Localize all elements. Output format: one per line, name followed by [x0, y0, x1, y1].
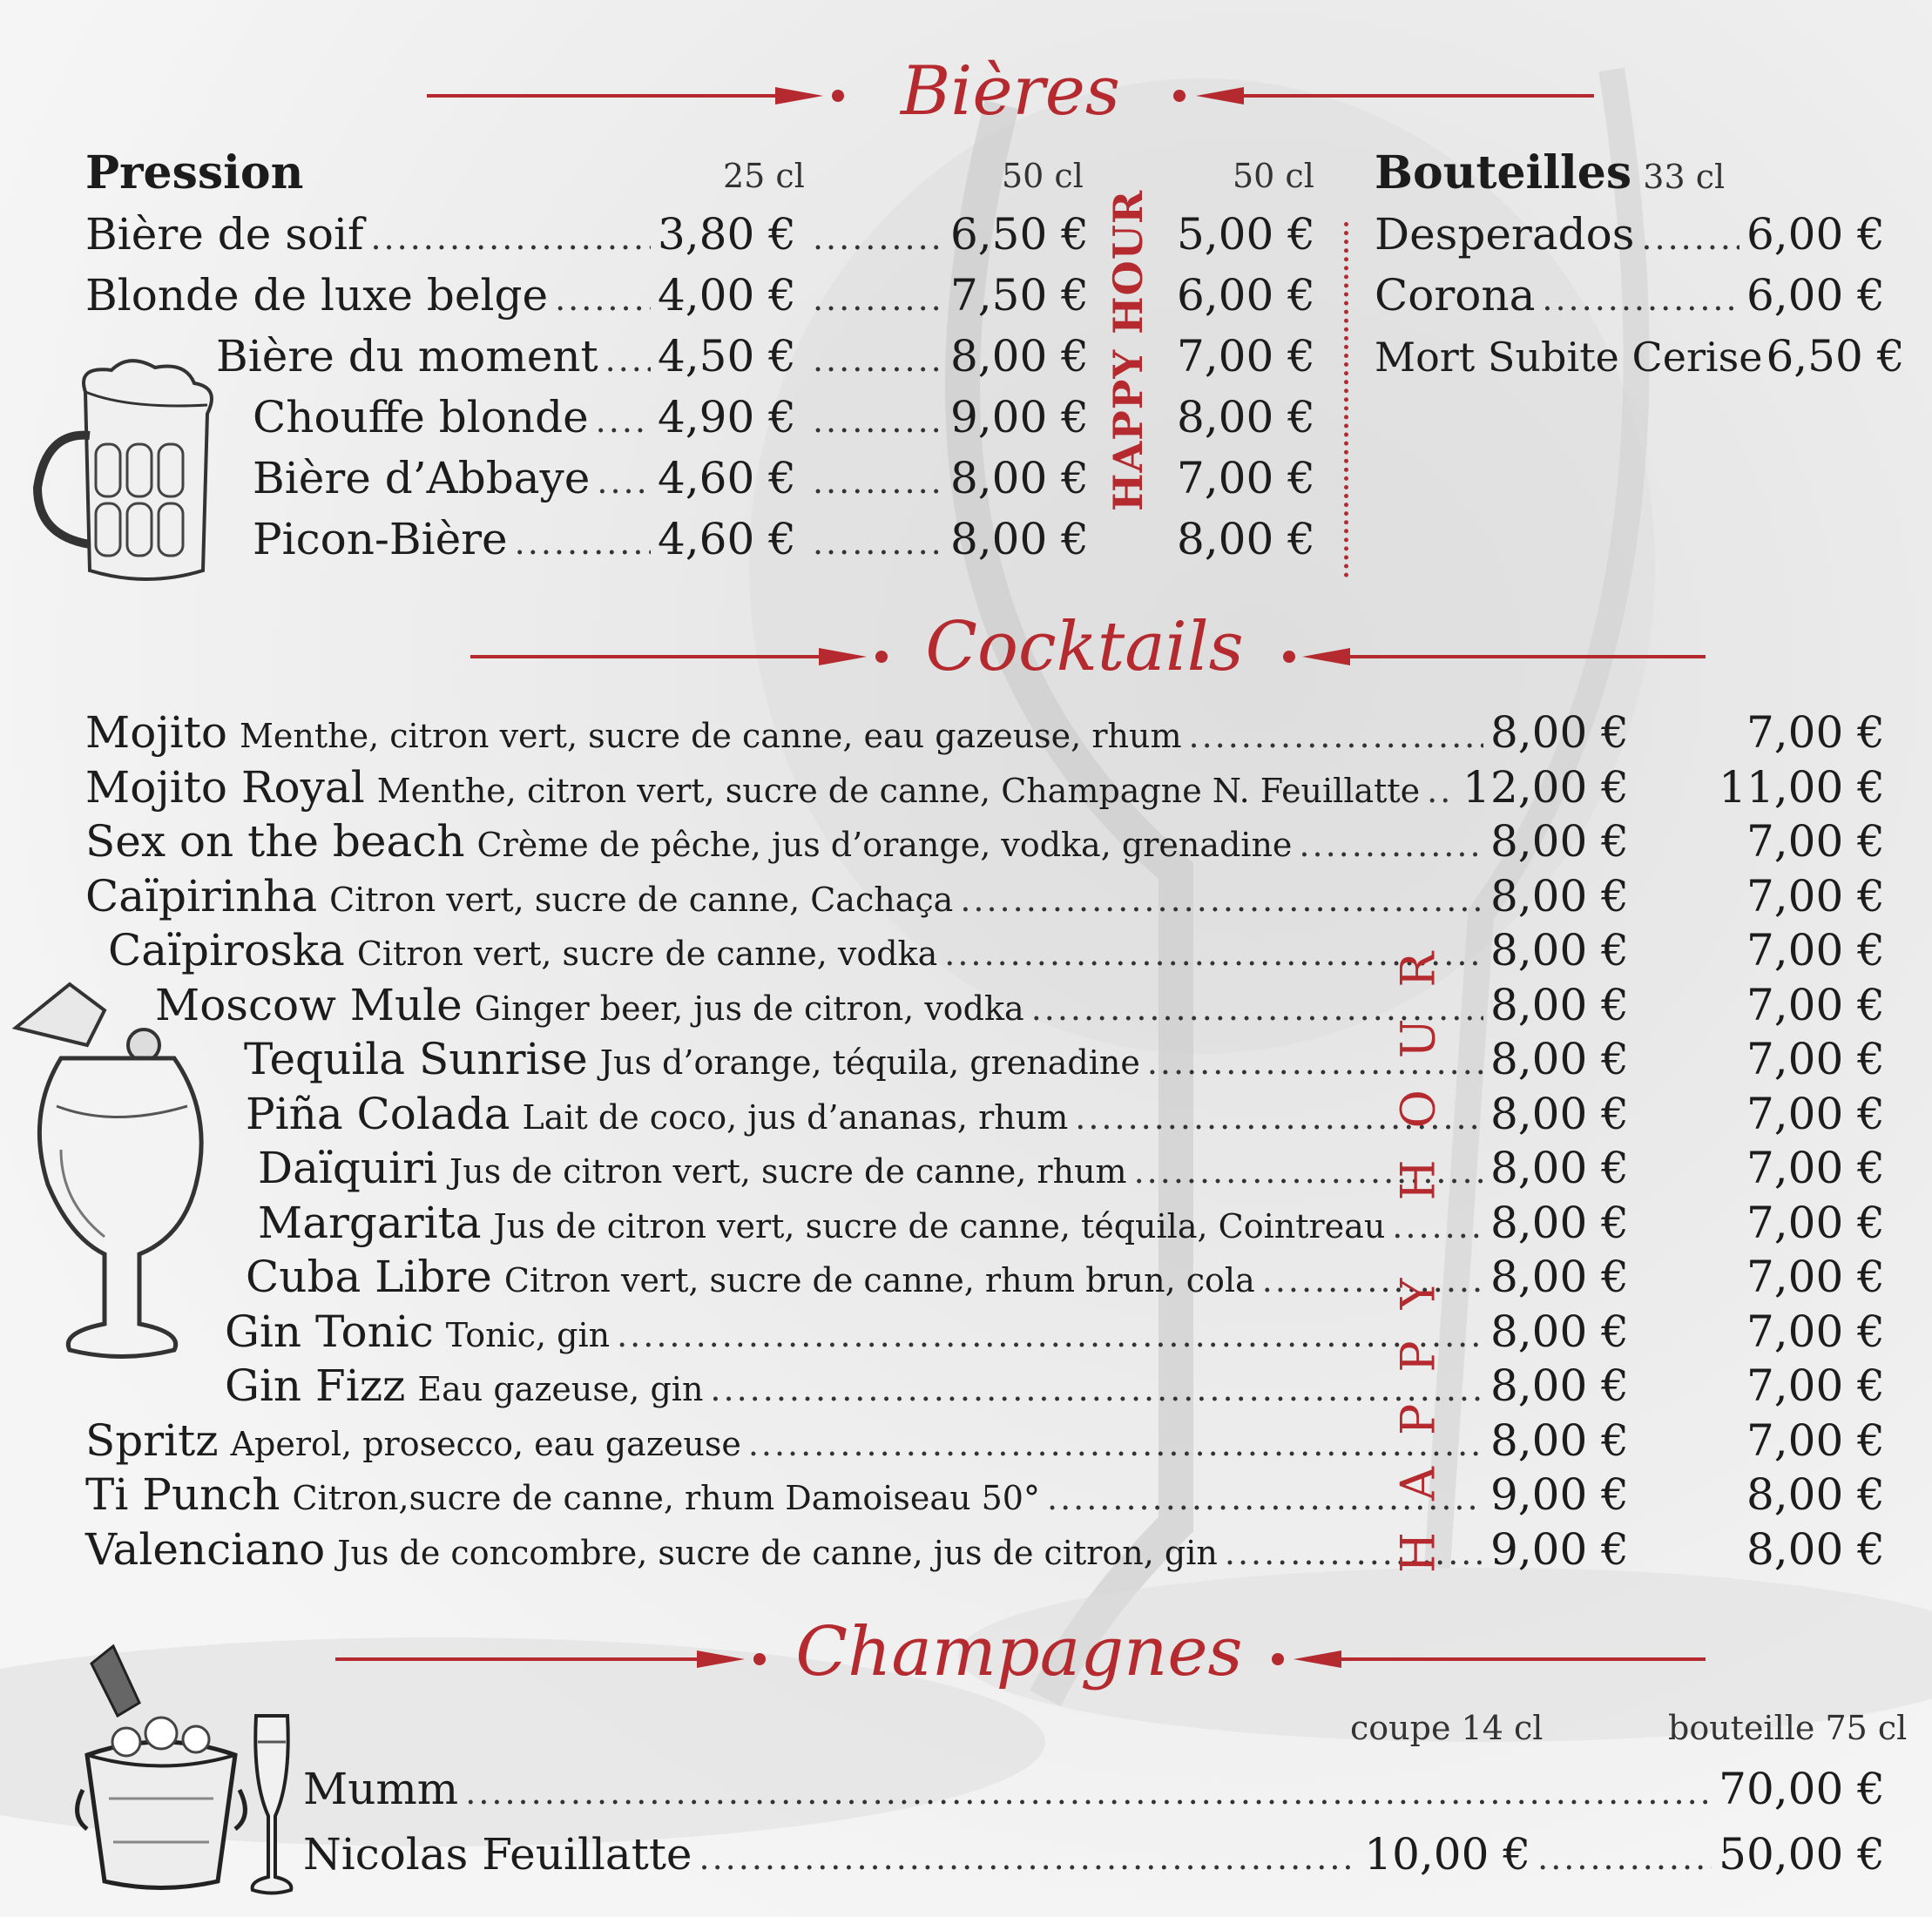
cocktail-happy-hour-price: 8,00 €	[1746, 1523, 1885, 1575]
cocktail-description: Citron,sucre de canne, rhum Damoiseau 50°	[292, 1479, 1040, 1517]
cocktail-description: Crème de pêche, jus d’orange, vodka, grenadine	[476, 826, 1293, 864]
dot-leader	[1188, 717, 1483, 755]
price-25cl: 4,50 €	[657, 331, 796, 381]
bouteilles-size: 33 cl	[1643, 158, 1726, 196]
cocktail-description: Citron vert, sucre de canne, Cachaça	[329, 880, 954, 919]
beer-column-separator	[1344, 222, 1348, 577]
cocktail-name: Sex on the beach	[85, 816, 465, 867]
champagne-flute-illustration	[246, 1711, 298, 1899]
price-happy-hour: 7,00 €	[1176, 453, 1315, 503]
price-bouteille: 70,00 €	[1719, 1764, 1885, 1814]
cocktail-name: Piña Colada	[246, 1088, 510, 1139]
cocktail-name: Caïpirinha	[85, 870, 318, 921]
cocktail-price: 8,00 €	[1490, 1034, 1629, 1084]
price-coupe: 10,00 €	[1364, 1829, 1531, 1880]
cocktail-description: Tonic, gin	[445, 1315, 611, 1354]
dot-leader	[597, 462, 651, 501]
pression-row	[216, 331, 1089, 381]
beer-mug-illustration	[24, 357, 242, 592]
cocktail-description: Jus de citron vert, sucre de canne, téquila, Cointreau	[493, 1206, 1386, 1245]
cocktail-price: 12,00 €	[1463, 761, 1629, 813]
cocktail-name: Valenciano	[85, 1523, 326, 1575]
section-title: Bières	[901, 52, 1120, 131]
section-title: Cocktails	[925, 608, 1244, 686]
beer-name: Chouffe blonde	[253, 392, 589, 442]
price-bouteille: 50,00 €	[1719, 1829, 1885, 1880]
cocktail-price: 8,00 €	[1490, 1306, 1629, 1357]
pression-label: Pression	[85, 146, 304, 199]
beer-name: Bière de soif	[85, 209, 364, 260]
champagnes-header	[0, 1613, 1932, 1725]
cocktail-glass-illustration	[9, 975, 209, 1376]
cocktail-happy-hour-price: 7,00 €	[1746, 870, 1885, 921]
section-title: Champagnes	[795, 1613, 1243, 1691]
cocktail-description: Jus de citron vert, sucre de canne, rhum	[449, 1152, 1127, 1191]
bouteilles-heading	[1375, 146, 1725, 199]
cocktail-name: Tequila Sunrise	[244, 1034, 588, 1084]
price-happy-hour: 7,00 €	[1176, 331, 1315, 381]
bottle-name: Desperados	[1375, 209, 1635, 260]
cocktail-price: 8,00 €	[1490, 1360, 1629, 1411]
dot-leader	[813, 523, 943, 562]
cocktail-price: 8,00 €	[1490, 1197, 1629, 1248]
dot-leader	[1641, 219, 1739, 257]
dot-leader	[699, 1839, 1358, 1877]
dot-leader	[710, 1370, 1483, 1408]
cocktail-description: Lait de coco, jus d’ananas, rhum	[522, 1097, 1069, 1137]
champagne-row	[303, 1764, 1885, 1814]
dot-leader	[596, 402, 651, 440]
cocktail-happy-hour-price: 7,00 €	[1746, 816, 1885, 867]
cocktail-happy-hour-price: 8,00 €	[1746, 1469, 1885, 1520]
cocktail-description: Eau gazeuse, gin	[417, 1370, 704, 1408]
price-25cl: 3,80 €	[657, 209, 796, 260]
cocktail-price: 8,00 €	[1490, 816, 1629, 867]
cocktail-description: Menthe, citron vert, sucre de canne, eau gazeuse, rhum	[240, 717, 1182, 755]
cocktail-name: Gin Fizz	[225, 1360, 406, 1411]
col-bouteille: bouteille 75 cl	[1668, 1709, 1908, 1747]
bottle-price: 6,50 €	[1766, 331, 1905, 381]
dot-leader	[515, 523, 651, 562]
dot-leader	[813, 341, 943, 379]
cocktail-happy-hour-price: 7,00 €	[1746, 979, 1885, 1030]
dot-leader	[1537, 1839, 1712, 1877]
cocktail-happy-hour-price: 7,00 €	[1746, 1306, 1885, 1357]
dot-leader	[813, 280, 943, 318]
price-25cl: 4,00 €	[657, 270, 796, 321]
dot-leader	[813, 219, 943, 257]
cocktail-happy-hour-label: HAPPY HOUR	[1390, 920, 1446, 1574]
cocktail-name: Margarita	[258, 1197, 482, 1248]
price-happy-hour: 8,00 €	[1176, 392, 1315, 442]
price-happy-hour: 8,00 €	[1176, 514, 1315, 564]
price-50cl: 8,00 €	[949, 453, 1089, 503]
cocktail-description: Jus d’orange, téquila, grenadine	[599, 1043, 1140, 1082]
cocktail-happy-hour-price: 7,00 €	[1746, 1252, 1885, 1302]
price-50cl: 7,50 €	[949, 270, 1089, 321]
dot-leader	[617, 1316, 1483, 1354]
cocktail-price: 8,00 €	[1490, 1143, 1629, 1193]
price-25cl: 4,60 €	[657, 453, 796, 503]
cocktail-price: 9,00 €	[1490, 1523, 1629, 1575]
cocktail-happy-hour-price: 7,00 €	[1746, 925, 1885, 975]
cocktail-name: Mojito Royal	[85, 761, 365, 813]
dot-leader	[1542, 280, 1739, 318]
cocktail-happy-hour-price: 7,00 €	[1746, 1088, 1885, 1139]
col-coupe: coupe 14 cl	[1350, 1709, 1544, 1747]
dot-leader	[813, 462, 943, 501]
price-50cl: 9,00 €	[949, 392, 1089, 442]
dot-leader	[1262, 1261, 1483, 1299]
champagne-name: Mumm	[303, 1764, 459, 1814]
cocktail-name: Caïpiroska	[108, 925, 345, 975]
pression-row	[253, 453, 1089, 503]
price-happy-hour: 5,00 €	[1176, 209, 1315, 260]
bottle-price: 6,00 €	[1746, 209, 1885, 260]
dot-leader	[605, 341, 651, 379]
price-25cl: 4,60 €	[657, 514, 796, 564]
pression-row	[253, 514, 1089, 564]
price-25cl: 4,90 €	[657, 392, 796, 442]
pression-row	[253, 392, 1089, 442]
cocktail-description: Citron vert, sucre de canne, vodka	[356, 935, 938, 973]
cocktail-name: Cuba Libre	[246, 1252, 492, 1302]
cocktail-description: Jus de concombre, sucre de canne, jus de citron, gin	[337, 1533, 1218, 1572]
cocktail-happy-hour-price: 7,00 €	[1746, 1360, 1885, 1411]
col-50cl: 50 cl	[1002, 157, 1084, 195]
cocktail-price: 8,00 €	[1490, 925, 1629, 975]
bottle-price: 6,00 €	[1746, 270, 1885, 321]
cocktail-happy-hour-price: 11,00 €	[1719, 761, 1885, 813]
cocktail-name: Ti Punch	[85, 1469, 280, 1520]
beer-name: Picon-Bière	[253, 514, 508, 564]
col-50cl-happy-hour: 50 cl	[1233, 157, 1314, 195]
price-50cl: 8,00 €	[949, 514, 1089, 564]
bottle-name: Mort Subite Cerise	[1375, 334, 1763, 381]
champagne-row	[303, 1829, 1885, 1880]
cocktail-description: Citron vert, sucre de canne, rhum brun, cola	[503, 1261, 1255, 1299]
bottle-name: Corona	[1375, 270, 1536, 321]
dot-leader	[1427, 772, 1456, 810]
dot-leader	[748, 1425, 1483, 1463]
cocktail-description: Ginger beer, jus de citron, vodka	[474, 989, 1024, 1028]
champagne-bucket-illustration	[74, 1642, 248, 1894]
cocktail-price: 8,00 €	[1490, 1414, 1629, 1466]
price-50cl: 8,00 €	[949, 331, 1089, 381]
dot-leader	[555, 280, 651, 318]
pression-row	[85, 209, 1089, 260]
cocktail-name: Daïquiri	[258, 1143, 437, 1193]
cocktail-price: 8,00 €	[1490, 979, 1629, 1030]
price-50cl: 6,50 €	[949, 209, 1089, 260]
cocktails-header	[0, 608, 1932, 718]
cocktail-row	[85, 762, 1629, 813]
cocktail-happy-hour-price: 7,00 €	[1746, 1143, 1885, 1193]
beer-name: Bière du moment	[216, 331, 598, 381]
cocktail-price: 8,00 €	[1490, 707, 1629, 758]
cocktail-happy-hour-price: 7,00 €	[1746, 1197, 1885, 1248]
bouteille-row	[1375, 331, 1905, 381]
dot-leader	[813, 402, 943, 440]
champagne-name: Nicolas Feuillatte	[303, 1829, 692, 1880]
cocktail-happy-hour-price: 7,00 €	[1746, 1034, 1885, 1084]
bouteilles-label: Bouteilles	[1375, 146, 1632, 199]
cocktail-description: Menthe, citron vert, sucre de canne, Champagne N. Feuillatte	[376, 771, 1421, 810]
bouteille-row	[1375, 270, 1885, 321]
bieres-header	[0, 52, 1932, 157]
bouteille-row	[1375, 209, 1885, 260]
beer-name: Blonde de luxe belge	[85, 270, 549, 321]
cocktail-happy-hour-price: 7,00 €	[1746, 707, 1885, 758]
cocktail-name: Moscow Mule	[155, 979, 463, 1030]
cocktail-description: Aperol, prosecco, eau gazeuse	[230, 1424, 741, 1463]
cocktail-price: 8,00 €	[1490, 1088, 1629, 1139]
cocktail-name: Mojito	[85, 707, 227, 758]
col-25cl: 25 cl	[723, 157, 805, 195]
pression-row	[85, 270, 1089, 321]
cocktail-name: Gin Tonic	[225, 1306, 434, 1357]
cocktail-name: Spritz	[85, 1414, 219, 1466]
beer-name: Bière d’Abbaye	[253, 453, 591, 503]
dot-leader	[370, 219, 650, 257]
beer-happy-hour-label: HAPPY HOUR	[1104, 189, 1152, 511]
price-happy-hour: 6,00 €	[1176, 270, 1315, 321]
cocktail-price: 9,00 €	[1490, 1469, 1629, 1520]
cocktail-price: 8,00 €	[1490, 1252, 1629, 1302]
cocktail-happy-hour-price: 7,00 €	[1746, 1414, 1885, 1466]
cocktail-row	[85, 707, 1629, 758]
cocktail-price: 8,00 €	[1490, 870, 1629, 921]
dot-leader	[465, 1773, 1712, 1812]
